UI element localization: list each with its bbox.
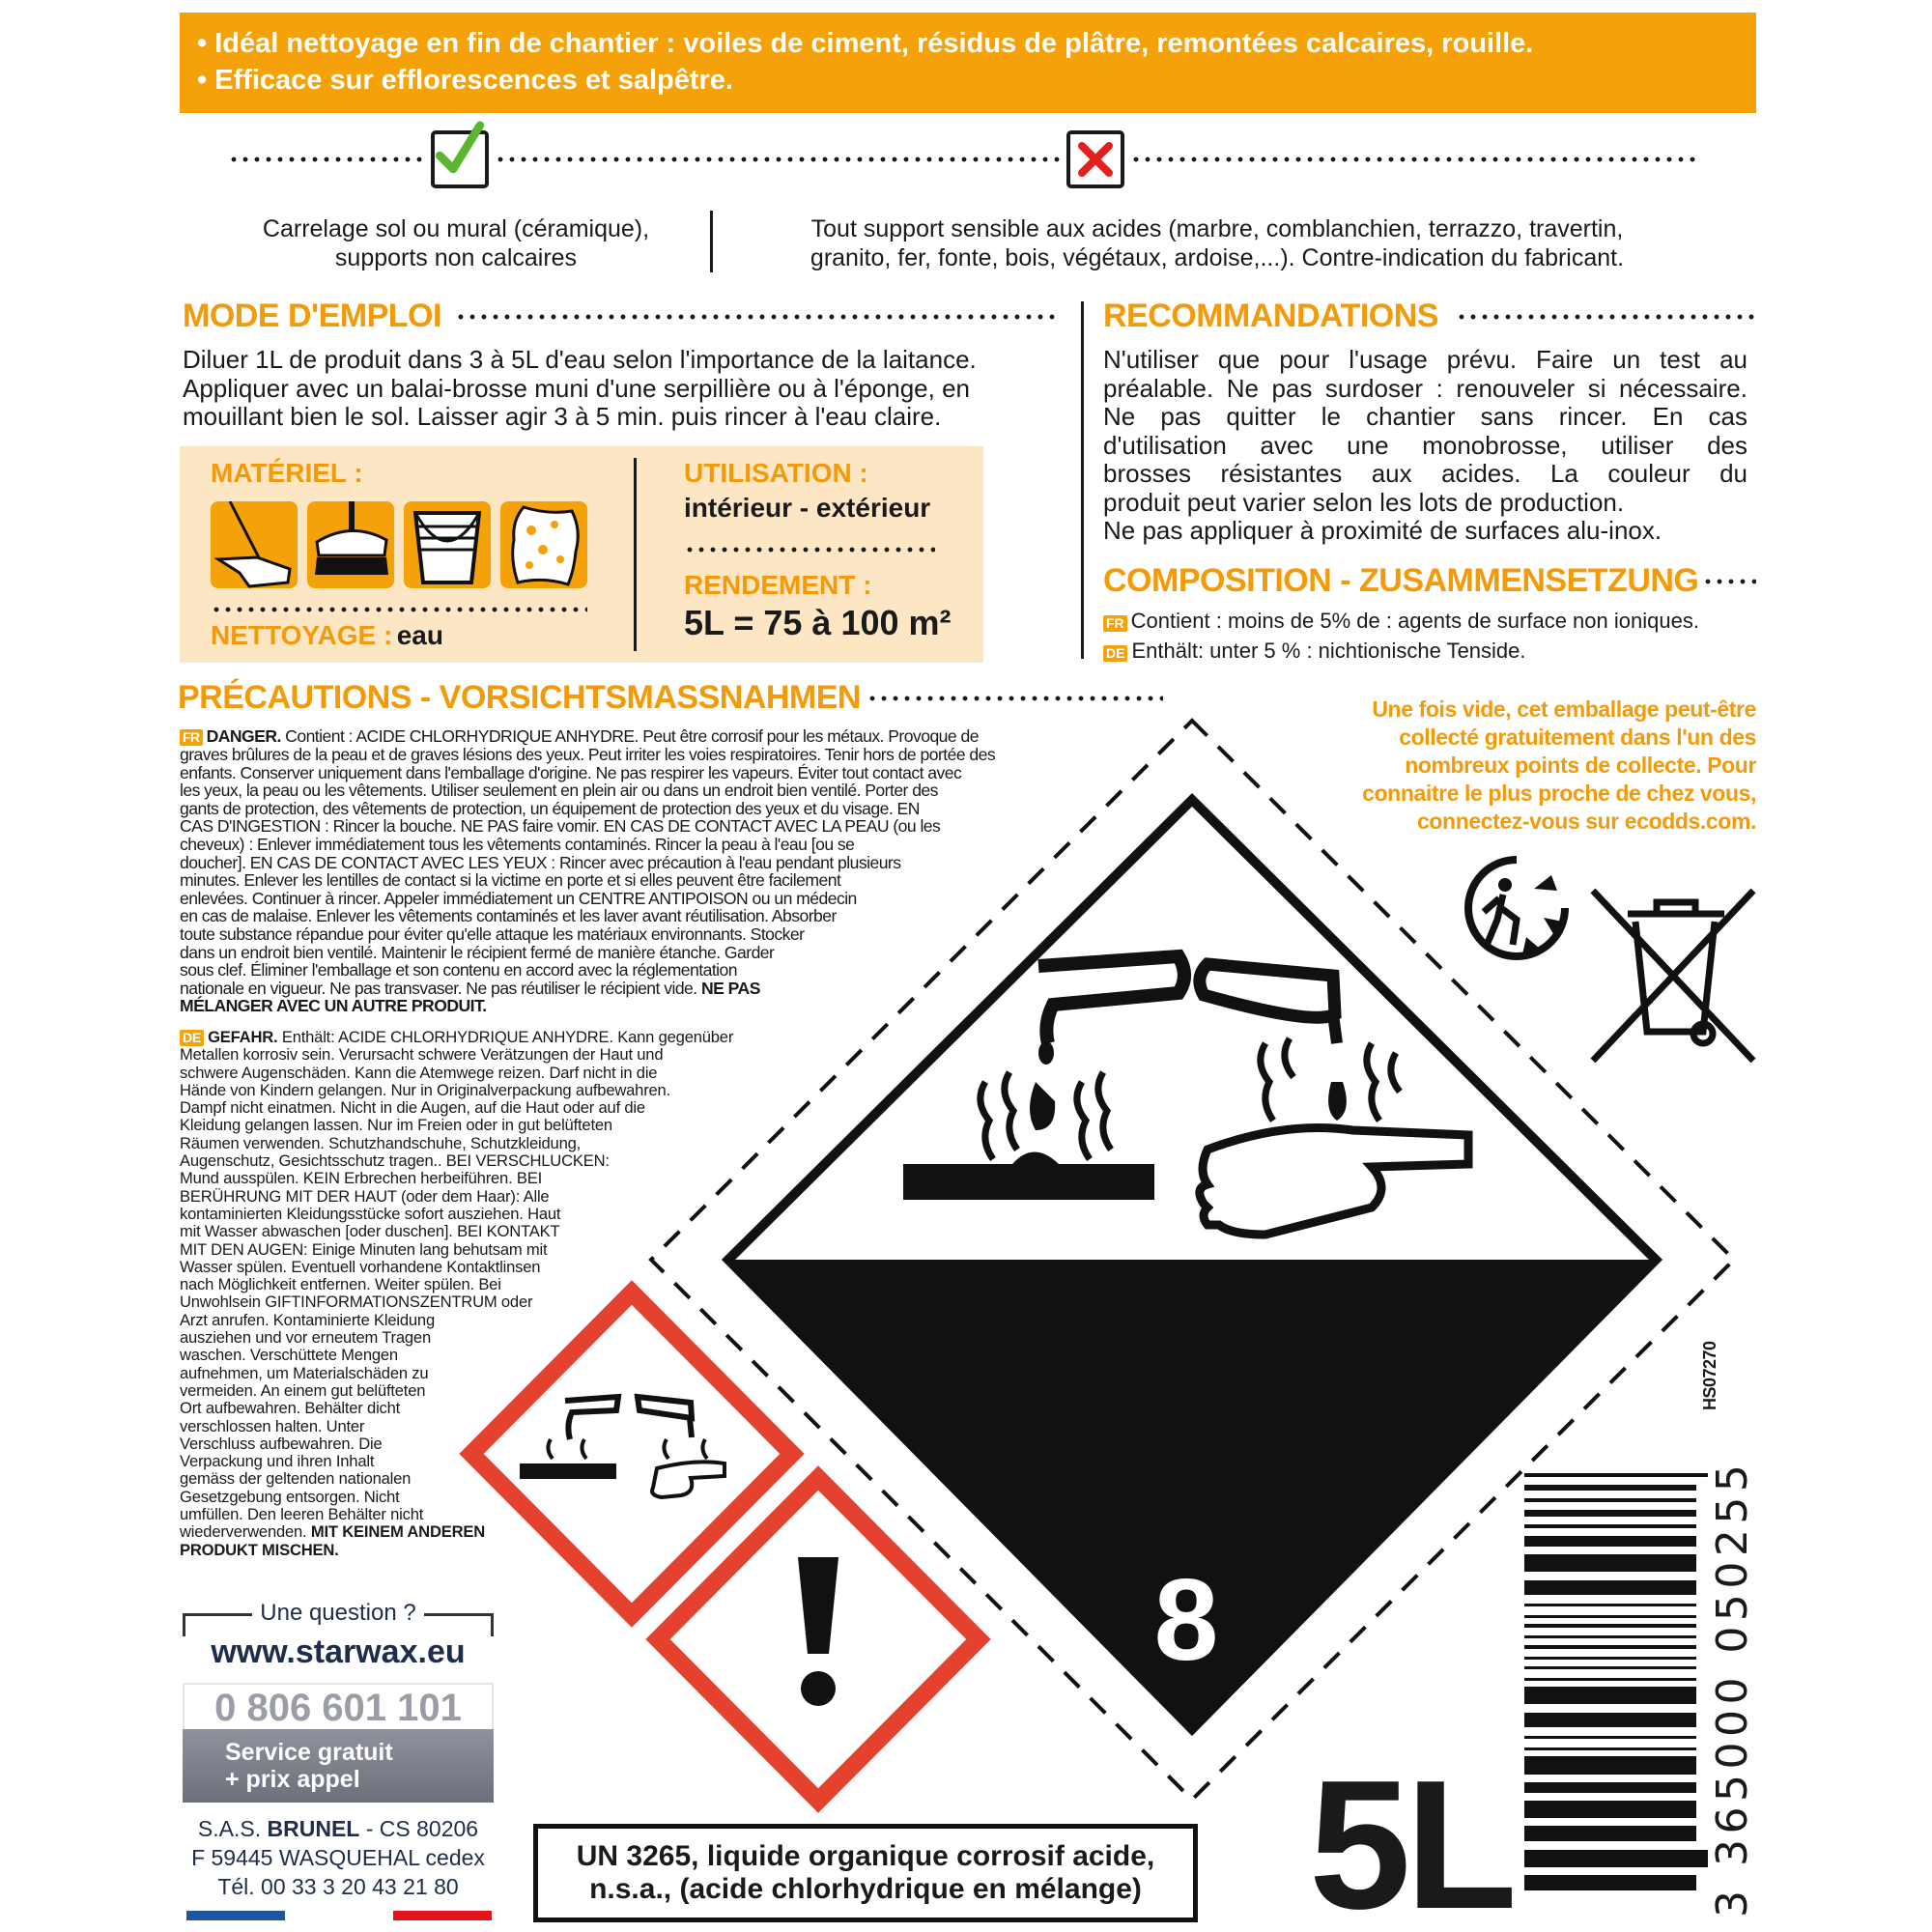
barcode-bar [1524, 1580, 1696, 1596]
precaution-text: aufnehmen, um Materialschäden zu [180, 1363, 429, 1382]
benefit-line: • Idéal nettoyage en fin de chantier : voiles de ciment, résidus de plâtre, remontées calcaires, rouille. [197, 28, 1534, 59]
precaution-text: Kleidung gelangen lassen. Nur im Freien oder in gut belüfteten [180, 1116, 612, 1135]
dotted-separator [684, 547, 935, 553]
text-line: Ne pas quitter le chantier sans rincer. En cas [1103, 402, 1747, 431]
precaution-text: gemäss der geltenden nationalen [180, 1469, 412, 1489]
precaution-text: Enthält: ACIDE CHLORHYDRIQUE ANHYDRE. Kann gegenüber [277, 1028, 734, 1046]
brush-icon [307, 501, 394, 588]
divider [634, 458, 637, 651]
precaution-text: Ort aufbewahren. Behälter dicht [180, 1399, 401, 1418]
precaution-text: Metallen korrosiv sein. Verursacht schwere Verätzungen der Haut und [180, 1045, 664, 1065]
text-line: connectez-vous sur ecodds.com. [1417, 809, 1756, 834]
precaution-text: nach Möglichkeit entfernen. Weiter spülen. Bei [180, 1275, 501, 1294]
barcode-bar [1524, 1657, 1696, 1660]
section-title: MODE D'EMPLOI [183, 298, 441, 334]
de-badge: DE [1103, 645, 1127, 662]
precaution-text: MIT DEN AUGEN: Einige Minuten lang behutsam mit [180, 1239, 548, 1259]
barcode-bar [1524, 1645, 1696, 1649]
company-name: BRUNEL [267, 1816, 360, 1841]
unsuitable-surfaces [734, 214, 1700, 272]
barcode-bar [1524, 1510, 1696, 1516]
tool-icons [211, 501, 597, 588]
precaution-text: wiederverwenden. [180, 1522, 311, 1542]
barcode-bar [1524, 1498, 1696, 1502]
precaution-text: doucher]. EN CAS DE CONTACT AVEC LES YEUX : Rincer avec précaution à l'eau pendant plusieurs [180, 852, 901, 872]
fr-badge: FR [180, 729, 203, 746]
barcode-bar [1524, 1850, 1708, 1867]
barcode-bar [1524, 1524, 1696, 1528]
precaution-text: toute substance répandue pour éviter qu'elle attaque les matériaux environnants. Stocker [180, 923, 805, 944]
lot-code: HS07270 [1700, 1341, 1719, 1410]
composition-heading [1103, 562, 1756, 600]
precaution-bold-text: DANGER. [206, 726, 281, 746]
precaution-text: CAS D'INGESTION : Rincer la bouche. NE PAS faire vomir. EN CAS DE CONTACT AVEC LA PEAU (ou les [180, 816, 941, 837]
precaution-bold-text: PRODUKT MISCHEN. [180, 1540, 339, 1559]
service-line: Service gratuit [225, 1739, 393, 1766]
precaution-text: ausziehen und vor erneutem Tragen [180, 1328, 431, 1348]
barcode-bar [1524, 1635, 1696, 1638]
precaution-text: vermeiden. An einem gut belüfteten [180, 1380, 426, 1400]
benefit-line: • Efficace sur efflorescences et salpêtre. [197, 65, 733, 96]
telephone-line: Tél. 00 33 3 20 43 21 80 [217, 1874, 459, 1899]
barcode [1524, 1473, 1727, 1898]
crossed-bin-icon [1589, 887, 1758, 1065]
precaution-text: nationale en vigueur. Ne pas transvaser. Ne pas réutiliser le récipient vide. [180, 978, 701, 998]
precaution-text: Räumen verwenden. Schutzhandschuhe, Schutzkleidung, [180, 1133, 582, 1152]
barcode-bar [1524, 1826, 1696, 1841]
question-label: Une question ? [252, 1600, 423, 1626]
text-line: Ne pas appliquer à proximité de surfaces alu-inox. [1103, 516, 1662, 545]
sponge-icon [500, 501, 587, 588]
recycling-info [1362, 696, 1756, 836]
suitable-surfaces [214, 214, 697, 272]
recommandations-heading [1103, 298, 1756, 335]
text-line: préalable. Ne pas surdoser : renouveler si nécessaire. [1103, 373, 1747, 403]
barcode-bar [1524, 1747, 1696, 1750]
mode-emploi-heading [183, 298, 1057, 335]
precaution-text: Verschluss aufbewahren. Die [180, 1434, 383, 1453]
company-suffix: - CS 80206 [359, 1816, 479, 1841]
nettoyage-label: NETTOYAGE : [211, 620, 393, 650]
un-transport-box [533, 1824, 1198, 1922]
divider [710, 211, 713, 272]
service-badge [183, 1729, 494, 1803]
precaution-text: graves brûlures de la peau et de graves lésions des yeux. Peut irriter les voies respiratoires. Tenir hors de portée des [180, 745, 996, 764]
precaution-text: gants de protection, des vêtements de protection, un équipement de protection des yeux et du visage. EN [180, 798, 920, 818]
bucket-icon [404, 501, 491, 588]
company-prefix: S.A.S. [197, 1816, 268, 1841]
recommandations-text [1103, 346, 1747, 546]
dotted-separator [211, 607, 587, 612]
barcode-bar [1524, 1615, 1696, 1618]
section-title: RECOMMANDATIONS [1103, 298, 1438, 334]
barcode-bar [1524, 1782, 1696, 1793]
precaution-text: Contient : ACIDE CHLORHYDRIQUE ANHYDRE. Peut être corrosif pour les métaux. Provoque de [280, 726, 979, 746]
section-title: COMPOSITION - ZUSAMMENSETZUNG [1103, 562, 1699, 599]
unsuitable-line: Tout support sensible aux acides (marbre, comblanchien, terrazzo, travertin, [810, 215, 1624, 242]
barcode-digits: 3 365000 050255 [1708, 1459, 1757, 1918]
text-line: connaitre le plus proche de chez vous, [1362, 781, 1756, 806]
precaution-text: Arzt anrufen. Kontaminierte Kleidung [180, 1310, 435, 1329]
precaution-text: enlevées. Continuer à rincer. Appeler immédiatement un CENTRE ANTIPOISON ou un médecin [180, 888, 857, 908]
precaution-text: Hände von Kindern gelangen. Nur in Originalverpackung aufbewahren. [180, 1080, 670, 1099]
text-line: UN 3265, liquide organique corrosif acide, [576, 1840, 1155, 1872]
column-divider [1081, 301, 1084, 659]
precaution-bold-text: MIT KEINEM ANDEREN [310, 1522, 486, 1542]
materiel-label: MATÉRIEL : [211, 458, 363, 488]
precaution-text: les yeux, la peau ou les vêtements. Utiliser seulement en plein air ou dans un endroit bien ventilé. Porter des [180, 781, 938, 801]
mop-icon [211, 501, 298, 588]
precaution-bold-text: GEFAHR. [208, 1028, 278, 1046]
precaution-text: cheveux) : Enlever immédiatement tous les vêtements contaminés. Rincer la peau à l'eau [ou se [180, 834, 855, 854]
volume-label: 5L [1309, 1743, 1512, 1932]
company-address [183, 1814, 494, 1901]
precaution-text: Dampf nicht einatmen. Nicht in die Augen, auf die Haut oder auf die [180, 1098, 645, 1118]
text-line: mouillant bien le sol. Laisser agir 3 à 5 min. puis rincer à l'eau claire. [183, 402, 942, 431]
barcode-bar [1524, 1736, 1696, 1740]
mode-emploi-text [183, 346, 1062, 432]
text-line: Diluer 1L de produit dans 3 à 5L d'eau selon l'importance de la laitance. [183, 345, 977, 374]
triman-icon [1459, 850, 1575, 966]
class-number: 8 [1153, 1555, 1219, 1685]
precaution-text: Unwohlsein GIFTINFORMATIONSZENTRUM oder [180, 1293, 533, 1312]
utilisation-value: intérieur - extérieur [684, 493, 931, 523]
precaution-bold-text: NE PAS [700, 978, 760, 998]
text-line: d'utilisation avec une monobrosse, utiliser des [1103, 430, 1747, 460]
precaution-text: Augenschutz, Gesichtsschutz tragen.. BEI VERSCHLUCKEN: [180, 1151, 610, 1171]
composition-fr: Contient : moins de 5% de : agents de surface non ioniques. [1130, 609, 1699, 633]
text-line: nombreux points de collecte. Pour [1405, 753, 1756, 778]
ghs-pictograms [454, 1275, 995, 1816]
barcode-bar [1524, 1687, 1696, 1704]
precaution-text: en cas de malaise. Enlever les vêtements contaminés et les laver avant réutilisation. Absorber [180, 906, 837, 926]
precaution-text: Wasser spülen. Eventuell vorhandene Kontaktlinsen [180, 1257, 541, 1276]
precaution-text: Mund ausspülen. KEIN Erbrechen herbeiführen. BEI [180, 1169, 543, 1188]
barcode-bar [1524, 1624, 1696, 1628]
precaution-text: Gesetzgebung entsorgen. Nicht [180, 1487, 400, 1506]
suitable-line: Carrelage sol ou mural (céramique), [262, 215, 650, 242]
benefits-banner [180, 13, 1756, 113]
unsuitable-line: granito, fer, fonte, bois, végétaux, ardoise,...). Contre-indication du fabricant. [810, 244, 1625, 271]
precaution-text: Verpackung und ihren Inhalt [180, 1452, 375, 1471]
precaution-bold-text: MÉLANGER AVEC UN AUTRE PRODUIT. [180, 996, 487, 1016]
text-line: produit peut varier selon les lots de production. [1103, 487, 1625, 517]
rendement-label: RENDEMENT : [684, 570, 872, 600]
address-line: F 59445 WASQUEHAL cedex [191, 1845, 485, 1870]
text-line: n.s.a., (acide chlorhydrique en mélange) [589, 1873, 1142, 1905]
text-line: N'utiliser que pour l'usage prévu. Faire un test au [1103, 345, 1747, 374]
barcode-bar [1524, 1604, 1696, 1607]
composition-de: Enthält: unter 5 % : nichtionische Tenside. [1131, 639, 1526, 663]
composition-text [1103, 606, 1699, 666]
fr-badge: FR [1103, 615, 1127, 632]
barcode-bar [1524, 1536, 1696, 1547]
phone-number[interactable]: 0 806 601 101 [183, 1683, 494, 1729]
barcode-bar [1524, 1801, 1696, 1818]
precaution-text: verschlossen halten. Unter [180, 1416, 365, 1435]
utilisation-label: UTILISATION : [684, 458, 868, 488]
precaution-text: kontaminierten Kleidungsstücke sofort ausziehen. Haut [180, 1204, 561, 1223]
barcode-bar [1524, 1473, 1708, 1477]
text-line: brosses résistantes aux acides. La couleur du [1103, 459, 1747, 488]
french-flag-bars [183, 1911, 494, 1922]
barcode-bar [1524, 1666, 1696, 1670]
contact-block [183, 1600, 494, 1922]
text-line: Une fois vide, cet emballage peut-être [1372, 696, 1756, 722]
suitable-line: supports non calcaires [334, 244, 578, 271]
precaution-text: BERÜHRUNG MIT DER HAUT (oder dem Haar): Alle [180, 1186, 550, 1206]
question-row [183, 1600, 494, 1633]
barcode-bar [1524, 1554, 1696, 1572]
barcode-bar [1524, 1875, 1696, 1890]
barcode-bar [1524, 1713, 1696, 1728]
barcode-bar [1524, 1678, 1696, 1681]
precaution-text: umfüllen. Den leeren Behälter nicht [180, 1505, 424, 1524]
precaution-text: sous clef. Éliminer l'emballage et son contenu en accord avec la réglementation [180, 960, 738, 980]
text-line: collecté gratuitement dans l'un des [1399, 724, 1756, 750]
rendement-value: 5L = 75 à 100 m² [684, 603, 952, 642]
barcode-bar [1524, 1485, 1696, 1491]
website-link[interactable]: www.starwax.eu [211, 1634, 466, 1670]
precaution-text: mit Wasser abwaschen [oder duschen]. BEI KONTAKT [180, 1222, 560, 1241]
precaution-text: minutes. Enlever les lentilles de contact si la victime en porte et si elles peuvent être facilement [180, 870, 841, 891]
de-badge: DE [180, 1030, 204, 1046]
precaution-text: dans un endroit bien ventilé. Maintenir le récipient fermé de manière étanche. Garder [180, 942, 775, 962]
precaution-text: enfants. Conserver uniquement dans l'emballage d'origine. Ne pas respirer les vapeurs. Éviter tout contact avec [180, 762, 962, 782]
precaution-text: schwere Augenschäden. Kann die Atemwege reizen. Darf nicht in die [180, 1063, 658, 1082]
section-title: PRÉCAUTIONS - VORSICHTSMASSNAHMEN [178, 679, 861, 716]
precaution-text: waschen. Verschüttete Mengen [180, 1346, 398, 1365]
check-icon [431, 130, 489, 188]
text-line: Appliquer avec un balai-brosse muni d'une serpillière ou à l'éponge, en [183, 373, 971, 403]
suitability-divider [228, 126, 1696, 193]
service-line: + prix appel [225, 1766, 360, 1793]
nettoyage-row [211, 620, 443, 651]
materiel-box [180, 446, 983, 663]
barcode-bar [1524, 1756, 1696, 1774]
nettoyage-value: eau [396, 620, 443, 650]
cross-icon [1066, 130, 1124, 188]
